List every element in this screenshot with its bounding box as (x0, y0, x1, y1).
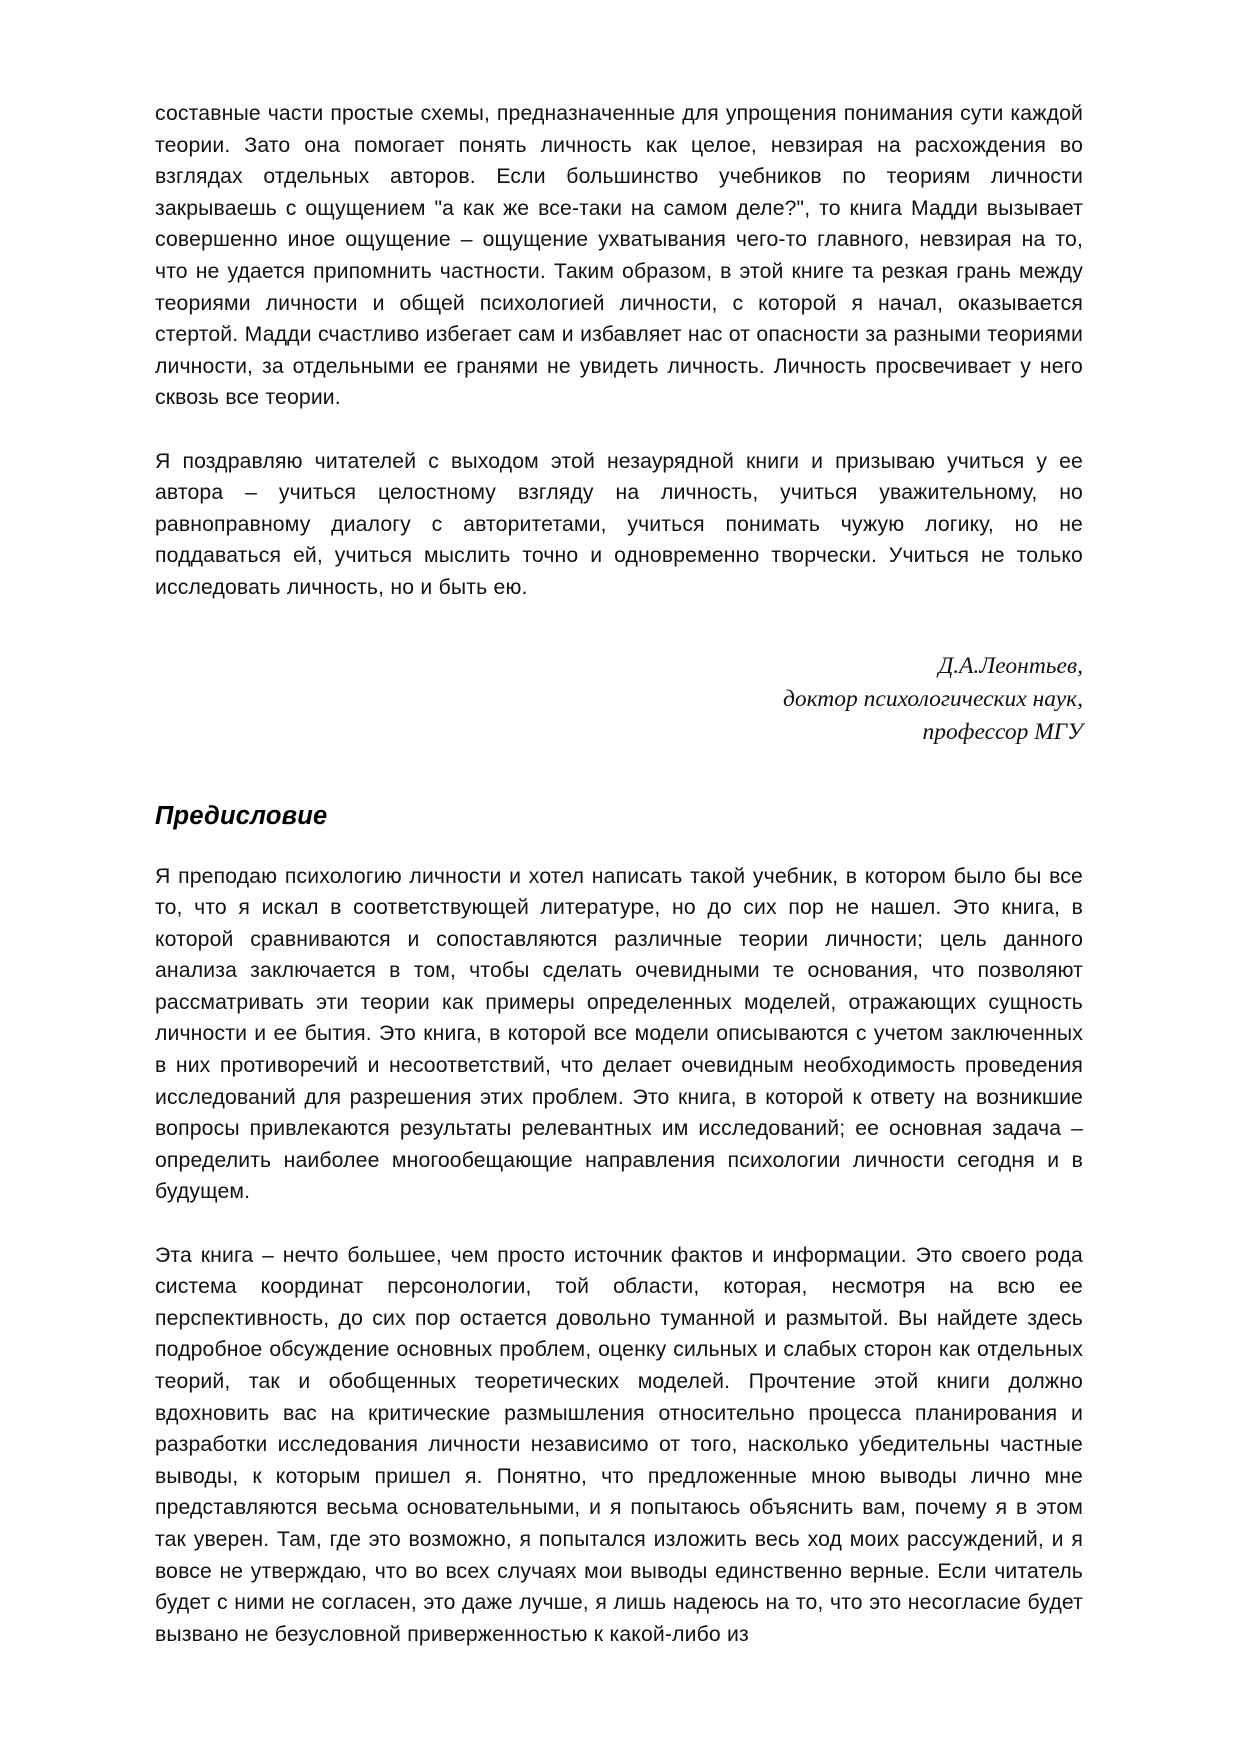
paragraph-continuation: составные части простые схемы, предназначенные для упрощения понимания сути каждой теории. Зато она помогает понять личность как целое, невзирая на расхождения во взглядах отдельных авторов. Если большинство учебников по теориям личности закрываешь с ощущением "а как же все-таки на самом деле?", то книга Мадди вызывает совершенно иное ощущение – ощущение ухватывания чего-то главного, невзирая на то, что не удается припомнить частности. Таким образом, в этой книге та резкая грань между теориями личности и общей психологией личности, с которой я начал, оказывается стертой. Мадди счастливо избегает сам и избавляет нас от опасности за разными теориями личности, за отдельными ее гранями не увидеть личность. Личность просвечивает у него сквозь все теории. (155, 102, 1083, 410)
page-content (155, 98, 1083, 1650)
preface-paragraph-2: Эта книга – нечто большее, чем просто источник фактов и информации. Это своего рода система координат персонологии, той области, которая, несмотря на всю ее перспективность, до сих пор остается довольно туманной и размытой. Вы найдете здесь подробное обсуждение основных проблем, оценку сильных и слабых сторон как отдельных теорий, так и обобщенных теоретических моделей. Прочтение этой книги должно вдохновить вас на критические размышления относительно процесса планирования и разработки исследования личности независимо от того, насколько убедительны частные выводы, к которым пришел я. Понятно, что предложенные мною выводы лично мне представляются весьма основательными, и я попытаюсь объяснить вам, почему я в этом так уверен. Там, где это возможно, я попытался изложить весь ход моих рассуждений, и я вовсе не утверждаю, что во всех случаях мои выводы единственно верные. Если читатель будет с ними не согласен, это даже лучше, я лишь надеюсь на то, что это несогласие будет вызвано не безусловной приверженностью к какой-либо из (155, 1243, 1083, 1646)
section-heading-preface: Предисловие (155, 801, 328, 830)
signature-degree: доктор психологических наук, (782, 685, 1083, 712)
preface-paragraph-1: Я преподаю психологию личности и хотел написать такой учебник, в котором было бы все то, что я искал в соответствующей литературе, но до сих пор не нашел. Это книга, в которой сравниваются и сопоставляются различные теории личности; цель данного анализа заключается в том, чтобы сделать очевидными те основания, что позволяют рассматривать эти теории как примеры определенных моделей, отражающих сущность личности и ее бытия. Это книга, в которой все модели описываются с учетом заключенных в них противоречий и несоответствий, что делает очевидным необходимость проведения исследований для разрешения этих проблем. Это книга, в которой к ответу на возникшие вопросы привлекаются результаты релевантных им исследований; ее основная задача – определить наиболее многообещающие направления психологии личности сегодня и в будущем. (155, 864, 1083, 1204)
signature-name: Д.А.Леонтьев, (938, 652, 1083, 679)
signature-block (155, 650, 1083, 749)
paragraph-congratulation: Я поздравляю читателей с выходом этой незаурядной книги и призываю учиться у ее автора – учиться целостному взгляду на личность, учиться уважительному, но равноправному диалогу с авторитетами, учиться понимать чужую логику, но не поддаваться ей, учиться мыслить точно и одновременно творчески. Учиться не только исследовать личность, но и быть ею. (155, 449, 1083, 599)
signature-affiliation: профессор МГУ (922, 718, 1083, 745)
